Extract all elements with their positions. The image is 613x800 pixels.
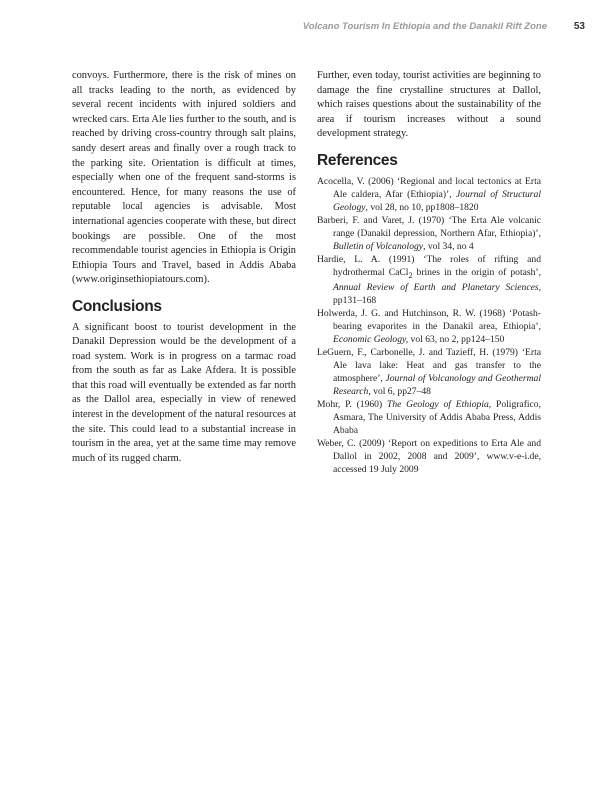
references-heading: References (317, 151, 398, 169)
page-number: 53 (573, 21, 585, 32)
conclusions-heading: Conclusions (72, 297, 162, 315)
reference-item: Acocella, V. (2006) ‘Regional and local tectonics at Erta Ale caldera, Afar (Ethiopia)’, Journal of Structural Geology, vol 28, no 10, pp1808–1820 (317, 175, 541, 213)
body-paragraph: Further, even today, tourist activities are beginning to damage the fine crystalline structures at Dallol, which raises questions about the sustainability of the area if tourism increases without a sound development strategy. (317, 70, 541, 140)
page-header (0, 0, 613, 40)
reference-list (317, 175, 541, 477)
reference-item: Mohr, P. (1960) The Geology of Ethiopia, Poligrafico, Asmara, The University of Addis Ababa Press, Addis Ababa (317, 399, 542, 437)
reference-item: Holwerda, J. G. and Hutchinson, R. W. (1968) ‘Potash-bearing evaporites in the Danakil area, Ethiopia’, Economic Geology, vol 63, no 2, pp124–150 (317, 308, 541, 346)
reference-item: Hardie, L. A. (1991) ‘The roles of rifting and hydrothermal CaCl$_2$ brines in the origin of potash’, Annual Review of Earth and Planetary Sciences, pp131–168 (317, 253, 541, 307)
left-column (72, 69, 296, 466)
right-column (317, 69, 541, 476)
reference-item: Barberi, F. and Varet, J. (1970) ‘The Erta Ale volcanic range (Danakil depression, Northern Afar, Ethiopia)’, Bulletin of Volcanology, vol 34, no 4 (317, 214, 541, 252)
running-head: Volcano Tourism In Ethiopia and the Danakil Rift Zone (302, 21, 547, 32)
reference-item: LeGuern, F., Carbonelle, J. and Tazieff, H. (1979) ‘Erta Ale lava lake: Heat and gas transfer to the atmosphere’, Journal of Volcanology and Geothermal Research, vol 6, pp27–48 (317, 347, 542, 398)
body-paragraph: convoys. Furthermore, there is the risk of mines on all tracks leading to the north, as evidenced by several recent incidents with injured soldiers and wrecked cars. Erta Ale lies further to the south, and is reached by driving cross-country through salt plains, sandy desert areas and finally over a rough track to the parking site. Orientation is difficult at times, especially when one of the frequent sand-storms is encountered. Hence, for many reasons the use of reputable local agencies is advisable. Most international agencies cooperate with these, but direct bookings are possible. One of the most recommendable tourist agencies in Ethiopia is Origin Ethiopia Tours and Travel, based in Addis Ababa (www.originsethiopiatours.com). (72, 70, 296, 286)
reference-item: Weber, C. (2009) ‘Report on expeditions to Erta Ale and Dallol in 2002, 2008 and 2009’, www.v-e-i.de, accessed 19 July 2009 (317, 438, 541, 476)
body-paragraph: A significant boost to tourist development in the Danakil Depression would be the development of a road system. Work is in progress on a tarmac road from the south as far as Lake Afdera. It is possible that this road will eventually be extended as far north as the Dallol area, especially in view of renewed interest in the development of the natural resources at the site. This could lead to a substantial increase in tourism in the area, yet at the same time may remove much of its rugged charm. (72, 321, 296, 464)
